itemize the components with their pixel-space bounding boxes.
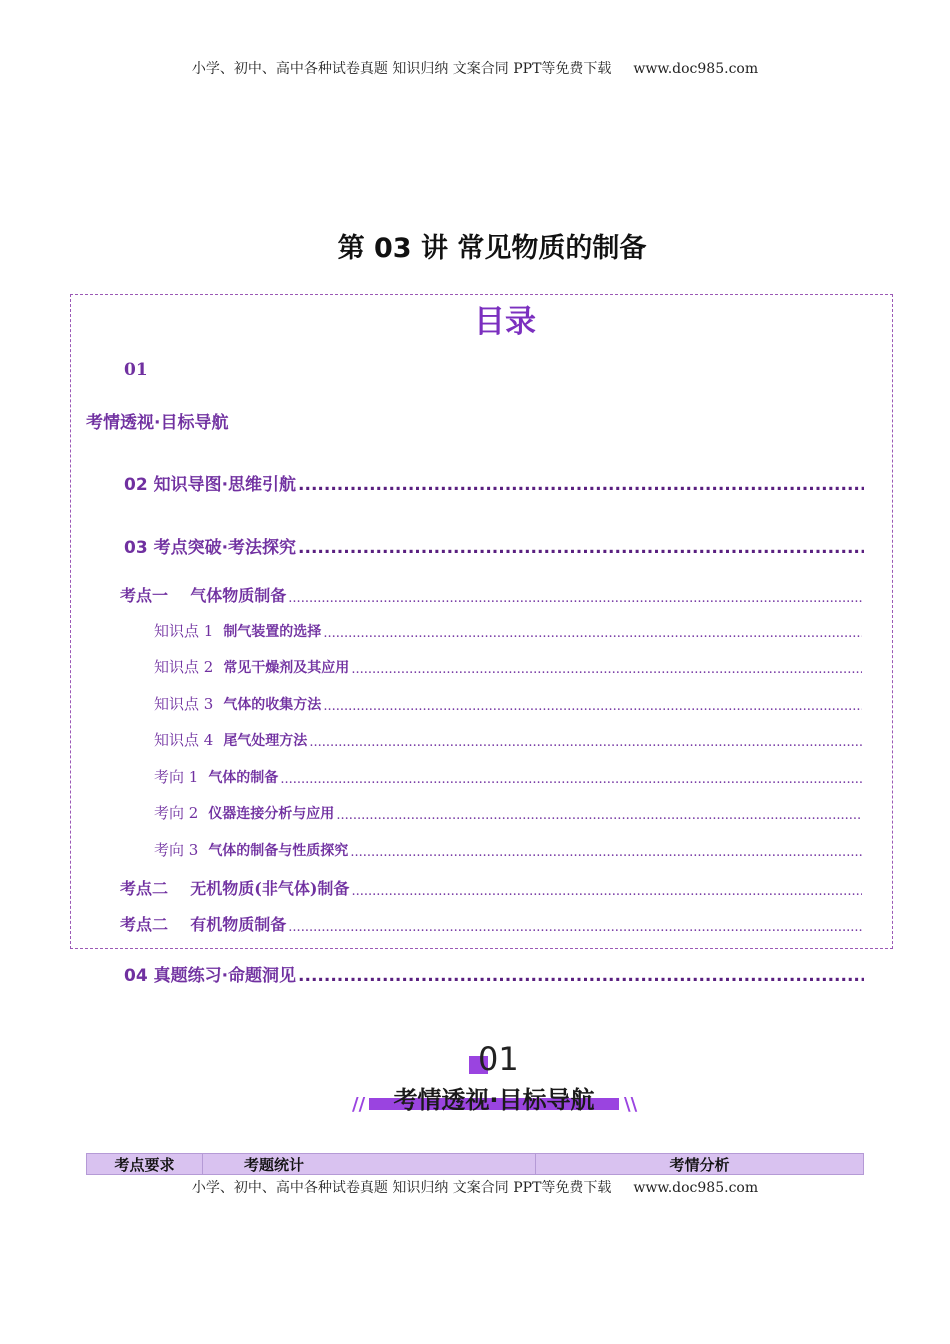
- toc-item-keyword: 知识点 1: [154, 622, 214, 640]
- toc-item-label: 考点二 有机物质制备: [120, 915, 287, 934]
- page-title: 第 03 讲 常见物质的制备: [337, 233, 647, 264]
- toc-item-keyword: 知识点 2: [154, 658, 214, 676]
- toc-item-label: 考点二 无机物质(非气体)制备: [120, 879, 350, 898]
- toc-item-zhishidian-3[interactable]: [154, 693, 862, 714]
- section-title: 考情透视·目标导航: [393, 1086, 595, 1114]
- toc-item-label: 气体的制备与性质探究: [208, 843, 349, 859]
- toc-item-keyword: 考向 1: [154, 768, 199, 786]
- toc-leader-dots: [323, 626, 862, 641]
- header-text: 小学、初中、高中各种试卷真题 知识归纳 文案合同 PPT等免费下载: [191, 61, 612, 77]
- toc-leader-dots: [298, 475, 864, 495]
- toc-item-label: 尾气处理方法: [223, 733, 308, 749]
- toc-item-keyword: 考向 2: [154, 804, 199, 822]
- toc-item-keyword: 知识点 4: [154, 731, 214, 749]
- toc-item-zhishidian-2[interactable]: [154, 656, 862, 677]
- table-header-row: [86, 1153, 864, 1175]
- deco-slash-right: \\: [624, 1094, 638, 1115]
- toc-item-label: 01: [124, 360, 148, 380]
- toc-item-label: 考情透视·目标导航: [86, 413, 229, 433]
- page-footer: [0, 1177, 950, 1197]
- page-header: [0, 58, 950, 78]
- section-number: 01: [478, 1040, 519, 1078]
- toc-leader-dots: [298, 538, 864, 558]
- footer-text: 小学、初中、高中各种试卷真题 知识归纳 文案合同 PPT等免费下载: [191, 1180, 612, 1196]
- toc-item-zhishidian-4[interactable]: [154, 729, 862, 750]
- toc-leader-dots: [351, 884, 862, 899]
- toc-item-01-title[interactable]: [86, 408, 228, 433]
- toc-item-label: 常见干燥剂及其应用: [223, 660, 350, 676]
- toc-item-04[interactable]: [124, 961, 864, 986]
- table-header-cell: 考情分析: [669, 1155, 730, 1174]
- toc-item-kaodian-3[interactable]: [120, 912, 862, 935]
- toc-item-label: 02 知识导图·思维引航: [124, 475, 297, 495]
- toc-item-label: 仪器连接分析与应用: [208, 806, 335, 822]
- toc-leader-dots: [309, 735, 862, 750]
- footer-url[interactable]: www.doc985.com: [633, 1180, 759, 1196]
- toc-item-01-number[interactable]: [124, 360, 148, 380]
- toc-item-keyword: 考向 3: [154, 841, 199, 859]
- table-header-cell: 考点要求: [87, 1154, 203, 1174]
- toc-item-03[interactable]: [124, 533, 864, 558]
- toc-leader-dots: [288, 591, 862, 606]
- toc-item-02[interactable]: [124, 470, 864, 495]
- toc-item-label: 04 真题练习·命题洞见: [124, 966, 297, 986]
- toc-item-kaoxiang-1[interactable]: [154, 766, 862, 787]
- deco-slash-left: //: [352, 1094, 366, 1115]
- toc-item-kaoxiang-3[interactable]: [154, 839, 862, 860]
- toc-item-label: 气体的制备: [208, 770, 279, 786]
- toc-item-keyword: 知识点 3: [154, 695, 214, 713]
- toc-leader-dots: [288, 920, 862, 935]
- toc-leader-dots: [350, 845, 862, 860]
- toc-item-label: 气体的收集方法: [223, 697, 322, 713]
- toc-heading: 目录: [474, 304, 536, 340]
- toc-item-label: 考点一 气体物质制备: [120, 586, 287, 605]
- toc-item-label: 制气装置的选择: [223, 624, 322, 640]
- toc-leader-dots: [298, 966, 864, 986]
- toc-item-kaodian-1[interactable]: [120, 583, 862, 606]
- header-url[interactable]: www.doc985.com: [633, 61, 759, 77]
- toc-item-zhishidian-1[interactable]: [154, 620, 862, 641]
- toc-leader-dots: [351, 662, 862, 677]
- toc-leader-dots: [280, 772, 862, 787]
- toc-item-kaoxiang-2[interactable]: [154, 802, 862, 823]
- toc-item-kaodian-2[interactable]: [120, 876, 862, 899]
- toc-item-label: 03 考点突破·考法探究: [124, 538, 297, 558]
- table-header-cell: 考题统计: [203, 1154, 536, 1174]
- toc-leader-dots: [323, 699, 862, 714]
- toc-leader-dots: [336, 808, 862, 823]
